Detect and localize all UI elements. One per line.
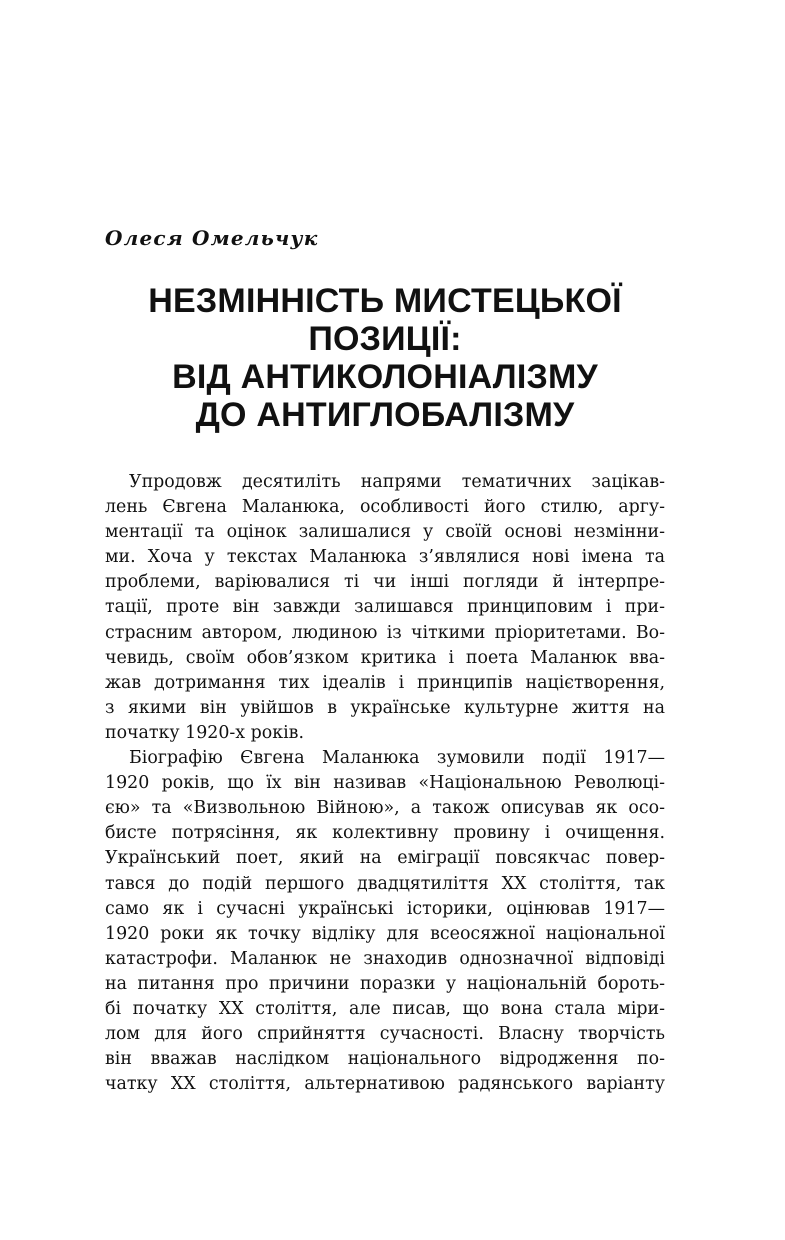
text-line: лень Євгена Маланюка, особливості його стилю, аргу- — [105, 497, 665, 518]
text-line: лом для його сприйняття сучасності. Власну творчість — [105, 1024, 665, 1045]
text-line: Біографію Євгена Маланюка зумовили події 1917— — [129, 748, 665, 769]
text-line: 1920 роки як точку відліку для всеосяжної національної — [105, 923, 665, 944]
text-line: з якими він увійшов в українське культурне життя на — [105, 697, 665, 718]
text-line: початку 1920-х років. — [105, 722, 304, 743]
text-line: страсним автором, людиною із чіткими пріоритетами. Во- — [105, 622, 665, 643]
paragraph — [105, 470, 665, 746]
title-line: ДО АНТИГЛОБАЛІЗМУ — [195, 396, 575, 434]
text-line: Упродовж десятиліть напрями тематичних зацікав- — [129, 472, 665, 492]
text-line: само як і сучасні українські історики, оцінював 1917— — [105, 898, 665, 919]
text-line: ментації та оцінок залишалися у своїй основі незмінни- — [105, 522, 665, 543]
text-line: Український поет, який на еміграції повсякчас повер- — [105, 848, 665, 869]
article-title — [105, 282, 665, 434]
text-line: ми. Хоча у текстах Маланюка з’являлися нові імена та — [105, 547, 665, 568]
text-line: проблеми, варіювалися ті чи інші погляди й інтерпре- — [105, 572, 665, 593]
text-line: катастрофи. Маланюк не знаходив однозначної відповіді — [105, 948, 665, 969]
text-line: чевидь, своїм обов’язком критика і поета Маланюк вва- — [105, 647, 665, 668]
text-line: бі початку XX століття, але писав, що вона стала міри- — [105, 998, 665, 1019]
title-line: ПОЗИЦІЇ: — [308, 320, 462, 358]
text-line: 1920 років, що їх він називав «Національною Революці- — [105, 773, 665, 794]
text-line: на питання про причини поразки у національній бороть- — [105, 973, 665, 994]
title-line: ВІД АНТИКОЛОНІАЛІЗМУ — [172, 358, 598, 396]
text-line: тації, проте він завжди залишався принциповим і при- — [105, 597, 665, 618]
text-line: тався до подій першого двадцятиліття XX століття, так — [105, 873, 665, 894]
text-line: бисте потрясіння, як колективну провину і очищення. — [105, 823, 665, 844]
paragraph — [105, 746, 665, 1097]
title-line: НЕЗМІННІСТЬ МИСТЕЦЬКОЇ — [148, 282, 622, 320]
article-body — [105, 470, 665, 1097]
text-line: він вважав наслідком національного відродження по- — [105, 1049, 665, 1070]
author-name: Олеся Омельчук — [105, 226, 319, 250]
text-line: жав дотримання тих ідеалів і принципів націєтворення, — [105, 672, 665, 693]
text-line: чатку XX століття, альтернативою радянського варіанту — [105, 1074, 665, 1095]
text-line: єю» та «Визвольною Війною», а також описував як осо- — [105, 798, 665, 819]
